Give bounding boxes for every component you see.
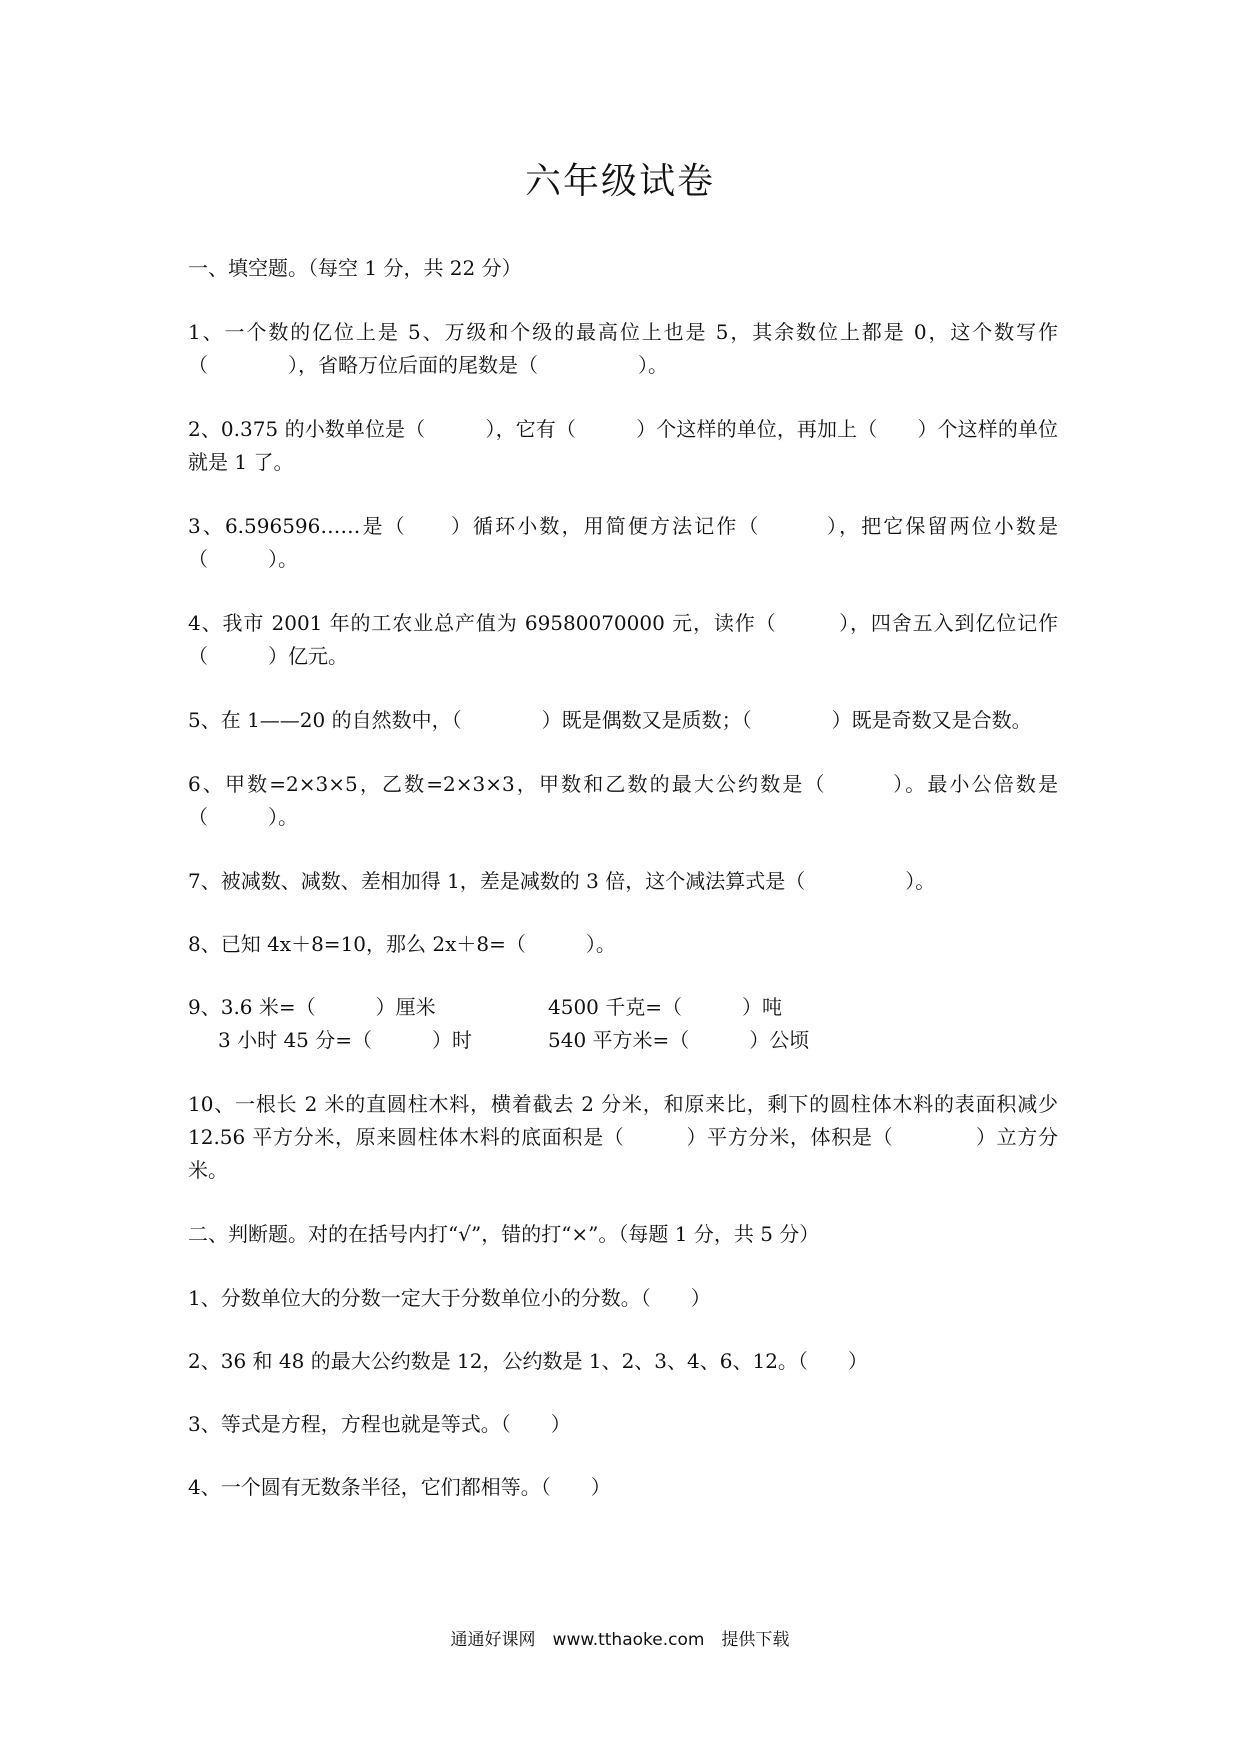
question-1-5: 5、在 1——20 的自然数中，（ ）既是偶数又是质数；（ ）既是奇数又是合数。 [188,708,1032,732]
unit-conversion-time: 3 小时 45 分=（ ）时 [218,1028,473,1052]
question-1-8: 8、已知 4x＋8=10，那么 2x＋8=（ ）。 [188,932,616,956]
question-1-9 [188,991,1058,1057]
question-1-6: 6、甲数=2×3×5，乙数=2×3×3，甲数和乙数的最大公约数是（ ）。最小公倍数是（ ）。 [188,772,1058,829]
section-heading-true-false: 二、判断题。对的在括号内打“√”，错的打“×”。（每题 1 分，共 5 分） [188,1222,820,1246]
footer-source: 通通好课网 www.tthaoke.com 提供下载 [450,1630,790,1650]
question-2-2: 2、36 和 48 的最大公约数是 12，公约数是 1、2、3、4、6、12。（ ） [188,1349,868,1373]
question-2-1: 1、分数单位大的分数一定大于分数单位小的分数。（ ） [188,1286,711,1310]
question-2-4: 4、一个圆有无数条半径，它们都相等。（ ） [188,1475,611,1499]
question-1-3: 3、6.596596……是（ ）循环小数，用简便方法记作（ ），把它保留两位小数是（ ）。 [188,514,1058,571]
page-title: 六年级试卷 [524,161,715,202]
exam-content [188,252,1058,1534]
question-1-10: 10、一根长 2 米的直圆柱木料，横着截去 2 分米，和原来比，剩下的圆柱体木料的表面积减少 12.56 平方分米，原来圆柱体木料的底面积是（ ）平方分米，体积是（ ）立方分米。 [188,1092,1058,1182]
question-1-7: 7、被减数、减数、差相加得 1，差是减数的 3 倍，这个减法算式是（ ）。 [188,869,936,893]
question-1-4: 4、我市 2001 年的工农业总产值为 69580070000 元，读作（ ），四舍五入到亿位记作（ ）亿元。 [188,611,1058,668]
unit-conversion-mass: 4500 千克=（ ）吨 [548,995,783,1019]
unit-conversion-row-1 [188,991,1058,1024]
unit-conversion-row-2 [188,1024,1058,1057]
question-2-3: 3、等式是方程，方程也就是等式。（ ） [188,1412,571,1436]
question-1-1: 1、一个数的亿位上是 5、万级和个级的最高位上也是 5，其余数位上都是 0，这个数写作（ ），省略万位后面的尾数是（ ）。 [188,320,1058,377]
unit-conversion-length: 9、3.6 米=（ ）厘米 [188,995,436,1019]
unit-conversion-area: 540 平方米=（ ）公顷 [548,1028,810,1052]
section-heading-fill-in: 一、填空题。（每空 1 分，共 22 分） [188,256,522,280]
question-1-2: 2、0.375 的小数单位是（ ），它有（ ）个这样的单位，再加上（ ）个这样的单位就是 1 了。 [188,417,1058,474]
